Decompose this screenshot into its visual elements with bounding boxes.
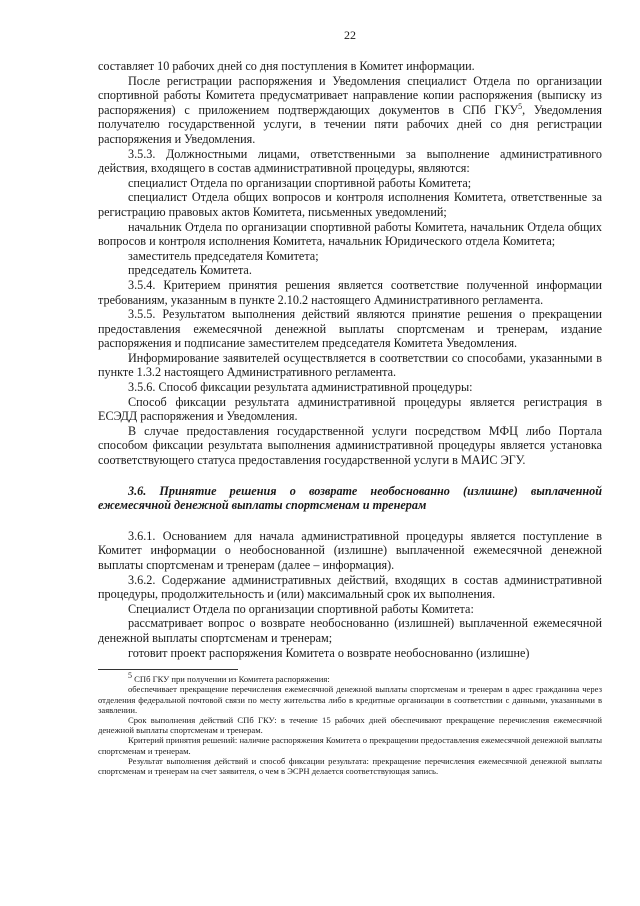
paragraph-text: Информирование заявителей осуществляется в соответствии со способами, указанными в пункте 1.3.2 настоящего Административного регламента. <box>98 350 602 380</box>
footnote-marker: 5 <box>128 671 132 681</box>
paragraph <box>98 278 602 307</box>
paragraph <box>98 573 602 602</box>
footnote-item <box>98 735 602 755</box>
paragraph-text: , Уведомления получателю государственной услуги, в течении пяти рабочих дней со дня регистрации распоряжения и Уведомления. <box>98 102 602 146</box>
paragraph-text: заместитель председателя Комитета; <box>128 248 319 263</box>
footnote-item <box>98 684 602 715</box>
paragraph <box>98 380 602 395</box>
paragraph <box>98 147 602 176</box>
paragraph-text: 3.5.5. Результатом выполнения действий являются принятие решения о прекращении предоставления ежемесячной денежной выплаты спортсменам и тренерам, издание распоряжения и подписание заместителем председателя Комитета Уведомления. <box>98 307 602 351</box>
footnote-item <box>98 671 602 685</box>
paragraph-text: В случае предоставления государственной услуги посредством МФЦ либо Портала способом фиксации результата выполнения административной процедуры является установка соответствующего статуса предоставления государственной услуги в МАИС ЭГУ. <box>98 423 602 468</box>
paragraph <box>98 395 602 424</box>
paragraph-text: 3.5.4. Критерием принятия решения является соответствие полученной информации требованиям, указанным в пункте 2.10.2 настоящего Административного регламента. <box>98 277 602 307</box>
section-3-5-text <box>98 59 602 468</box>
paragraph-text: 3.5.6. Способ фиксации результата административной процедуры: <box>128 380 473 395</box>
paragraph <box>98 307 602 351</box>
paragraph <box>98 602 602 617</box>
paragraph-text: Специалист Отдела по организации спортивной работы Комитета: <box>128 601 474 616</box>
paragraph-text: готовит проект распоряжения Комитета о возврате необоснованно (излишне) <box>128 645 530 660</box>
paragraph <box>98 424 602 468</box>
paragraph-text: Способ фиксации результата административной процедуры является регистрация в ЕСЭДД распоряжения и Уведомления. <box>98 394 602 424</box>
paragraph <box>98 74 602 147</box>
paragraph <box>98 59 602 74</box>
paragraph-text: специалист Отдела общих вопросов и контроля исполнения Комитета, ответственные за регистрацию правовых актов Комитета, письменных уведомлений; <box>98 190 602 219</box>
footnote-text: СПб ГКУ при получении из Комитета распоряжения: <box>132 674 330 685</box>
section-3-6-heading: 3.6. Принятие решения о возврате необоснованно (излишне) выплаченной ежемесячной денежной выплаты спортсменам и тренерам <box>98 483 602 513</box>
paragraph-text: составляет 10 рабочих дней со дня поступления в Комитет информации. <box>98 59 475 73</box>
paragraph-text: После регистрации распоряжения и Уведомления специалист Отдела по организации спортивной работы Комитета предусматривает направление копии распоряжения (выписку из распоряжения) с приложением подтверждающих документов в СПб ГКУ <box>98 73 602 117</box>
footnotes <box>98 671 602 776</box>
footnote-item <box>98 715 602 735</box>
paragraph <box>98 351 602 380</box>
paragraph-text: 3.6.1. Основанием для начала административной процедуры является поступление в Комитет информации о необоснованной (излишне) выплаченной ежемесячной денежной выплаты спортсменам и тренерам (далее – информация). <box>98 528 602 572</box>
paragraph-text: председатель Комитета. <box>128 263 252 278</box>
paragraph-text: специалист Отдела по организации спортивной работы Комитета; <box>128 175 472 190</box>
paragraph <box>98 176 602 191</box>
paragraph <box>98 616 602 645</box>
footnote-text: Срок выполнения действий СПб ГКУ: в течение 15 рабочих дней обеспечивают прекращение перечисления ежемесячной денежной выплаты спортсменам и тренерам. <box>98 714 602 736</box>
paragraph <box>98 220 602 249</box>
paragraph <box>98 529 602 573</box>
footnote-divider <box>98 669 238 670</box>
document-body <box>98 59 602 660</box>
footnote-text: Результат выполнения действий и способ фиксации результата: прекращение перечисления ежемесячной денежной выплаты спортсменам и тренерам на счет заявителя, о чем в ЭСРН делается соответствующая запись. <box>98 755 602 776</box>
footnote-text: Критерий принятия решений: наличие распоряжения Комитета о прекращении предоставления ежемесячной денежной выплаты спортсменам и тренерам. <box>98 735 602 756</box>
paragraph-text: 3.6.2. Содержание административных действий, входящих в состав административной процедуры, продолжительность и (или) максимальный срок их выполнения. <box>98 572 602 602</box>
footnote-item <box>98 756 602 776</box>
paragraph <box>98 646 602 661</box>
paragraph-text: рассматривает вопрос о возврате необоснованно (излишней) выплаченной ежемесячной денежной выплаты спортсменам и тренерам; <box>98 616 602 645</box>
paragraph-text: 3.5.3. Должностными лицами, ответственными за выполнение административного действия, входящего в состав административной процедуры, являются: <box>98 146 602 176</box>
paragraph <box>98 263 602 278</box>
footnote-text: обеспечивает прекращение перечисления ежемесячной денежной выплаты спортсменам и тренерам в адрес гражданина через отделения федеральной почтовой связи по месту жительства либо в кредитные организации в соответствии с данными, указанными в заявлении. <box>98 684 602 715</box>
section-3-6-text <box>98 529 602 660</box>
page-number: 22 <box>344 28 356 42</box>
footnote-marker[interactable]: 5 <box>518 101 523 111</box>
paragraph <box>98 190 602 219</box>
paragraph-text: начальник Отдела по организации спортивной работы Комитета, начальник Отдела общих вопросов и контроля исполнения Комитета, начальник Юридического отдела Комитета; <box>98 219 602 249</box>
paragraph <box>98 249 602 264</box>
